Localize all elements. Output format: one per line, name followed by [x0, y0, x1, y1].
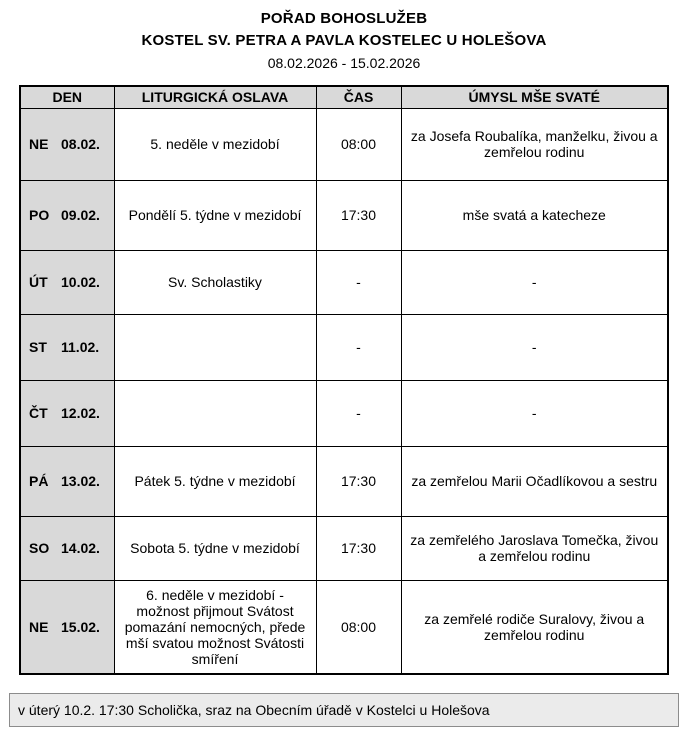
- intention-cell: -: [401, 314, 668, 380]
- table-row: [20, 380, 668, 446]
- celebration-cell: [114, 314, 316, 380]
- day-cell: [20, 446, 114, 516]
- celebration-cell: Pátek 5. týdne v mezidobí: [114, 446, 316, 516]
- table-row: [20, 446, 668, 516]
- church-name: KOSTEL SV. PETRA A PAVLA KOSTELEC U HOLEŠOVA: [141, 32, 547, 49]
- time-cell: 17:30: [316, 446, 401, 516]
- day-cell: [20, 314, 114, 380]
- time-cell: 17:30: [316, 180, 401, 250]
- column-header-liturgicka-oslava: LITURGICKÁ OSLAVA: [114, 86, 316, 108]
- time-cell: 08:00: [316, 108, 401, 180]
- day-date: 09.02.: [61, 207, 100, 223]
- day-date: 15.02.: [61, 618, 100, 635]
- footer-note: v úterý 10.2. 17:30 Scholička, sraz na Obecním úřadě v Kostelci u Holešova: [9, 693, 679, 727]
- day-cell: [20, 516, 114, 580]
- day-abbr: ČT: [29, 405, 48, 421]
- intention-cell: -: [401, 250, 668, 314]
- celebration-cell: Sv. Scholastiky: [114, 250, 316, 314]
- celebration-cell: Sobota 5. týdne v mezidobí: [114, 516, 316, 580]
- day-date: 10.02.: [61, 274, 100, 290]
- table-row: [20, 314, 668, 380]
- table-row: [20, 250, 668, 314]
- day-cell: [20, 580, 114, 674]
- day-date: 12.02.: [61, 405, 100, 421]
- time-cell: 17:30: [316, 516, 401, 580]
- intention-cell: -: [401, 380, 668, 446]
- day-date: 11.02.: [61, 339, 100, 355]
- day-date: 13.02.: [61, 473, 100, 489]
- day-date: 14.02.: [61, 540, 100, 556]
- intention-cell: za zemřelou Marii Očadlíkovou a sestru: [401, 446, 668, 516]
- column-header-cas: ČAS: [316, 86, 401, 108]
- date-range: 08.02.2026 - 15.02.2026: [267, 55, 421, 71]
- celebration-cell: 5. neděle v mezidobí: [114, 108, 316, 180]
- intention-cell: mše svatá a katecheze: [401, 180, 668, 250]
- table-row: [20, 108, 668, 180]
- intention-cell: za Josefa Roubalíka, manželku, živou a zemřelou rodinu: [401, 108, 668, 180]
- mass-schedule-table: [19, 85, 669, 675]
- table-header-row: [20, 86, 668, 108]
- column-header-umysl: ÚMYSL MŠE SVATÉ: [401, 86, 668, 108]
- day-cell: [20, 108, 114, 180]
- day-cell: [20, 180, 114, 250]
- day-date: 08.02.: [61, 136, 100, 152]
- intention-cell: za zemřelé rodiče Suralovy, živou a zemřelou rodinu: [401, 580, 668, 674]
- column-header-den: DEN: [20, 86, 114, 108]
- day-cell: [20, 250, 114, 314]
- day-cell: [20, 380, 114, 446]
- celebration-cell: [114, 380, 316, 446]
- time-cell: 08:00: [316, 580, 401, 674]
- table-row: [20, 580, 668, 674]
- day-abbr: SO: [29, 540, 50, 556]
- day-abbr: ST: [29, 339, 47, 355]
- time-cell: -: [316, 250, 401, 314]
- day-abbr: PO: [29, 207, 50, 223]
- table-row: [20, 180, 668, 250]
- day-abbr: PÁ: [29, 473, 49, 489]
- table-row: [20, 516, 668, 580]
- celebration-cell: 6. neděle v mezidobí - možnost přijmout Svátost pomazání nemocných, přede mší svatou možnost Svátosti smíření: [114, 580, 316, 674]
- time-cell: -: [316, 314, 401, 380]
- time-cell: -: [316, 380, 401, 446]
- intention-cell: za zemřelého Jaroslava Tomečka, živou a zemřelou rodinu: [401, 516, 668, 580]
- day-abbr: NE: [29, 136, 49, 152]
- day-abbr: NE: [29, 618, 49, 635]
- celebration-cell: Pondělí 5. týdne v mezidobí: [114, 180, 316, 250]
- page-title: POŘAD BOHOSLUŽEB: [260, 10, 428, 27]
- document-header: [0, 10, 688, 71]
- day-abbr: ÚT: [29, 274, 48, 290]
